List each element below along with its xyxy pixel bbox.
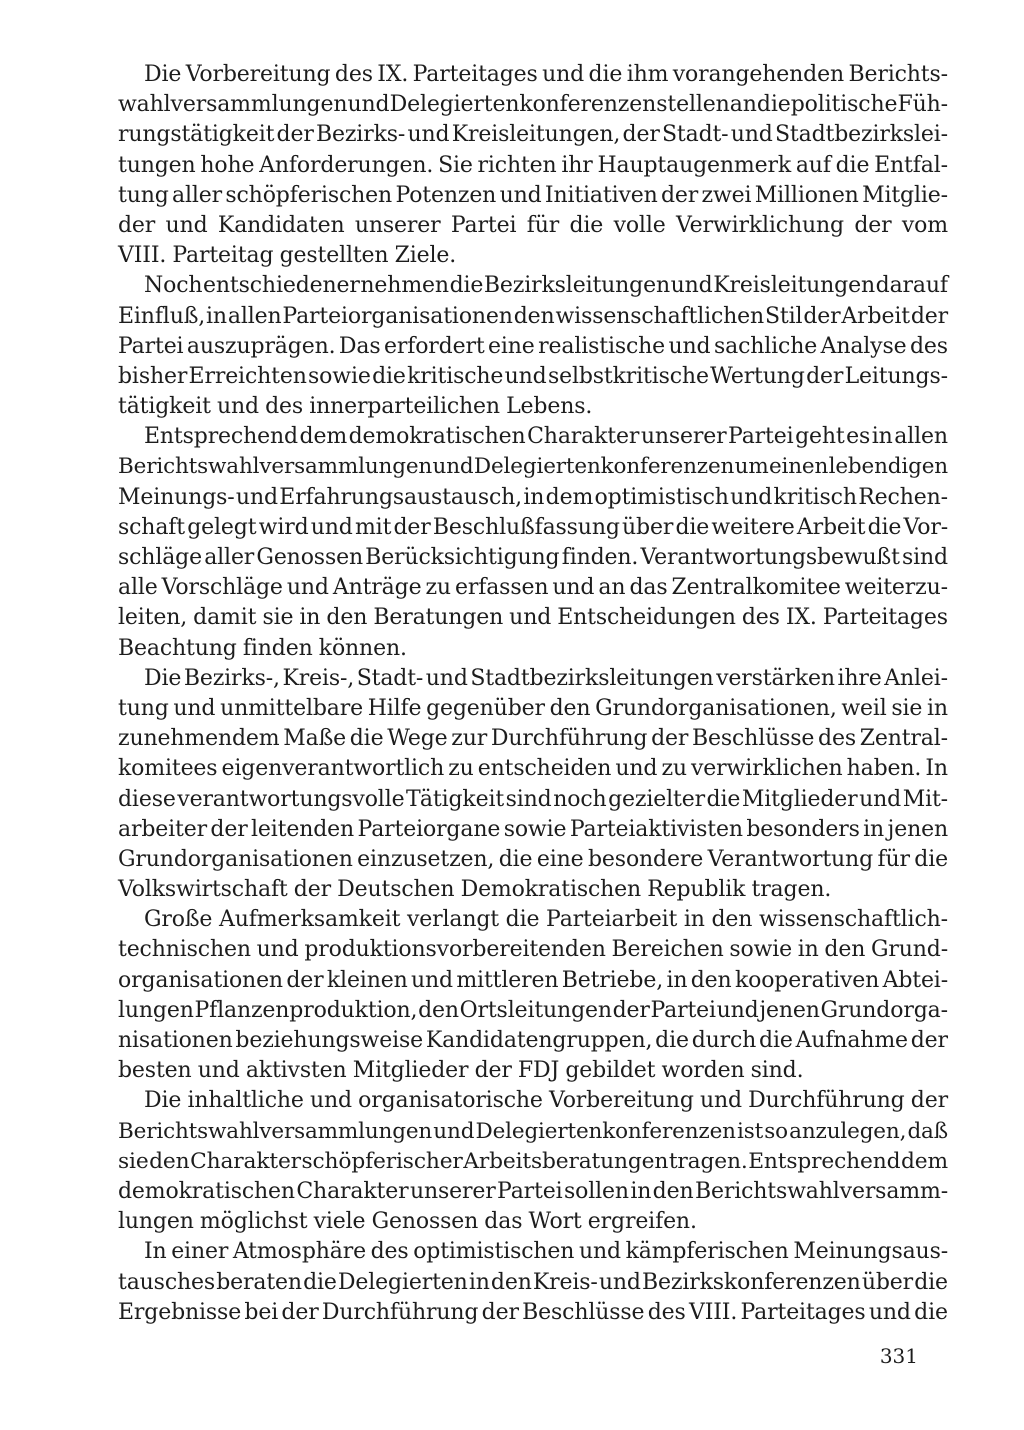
text-line: tung und unmittelbare Hilfe gegenüber den Grundorganisationen, weil sie in: [118, 695, 948, 721]
text-line: schläge aller Genossen Berücksichtigung finden. Verantwortungsbewußt sind: [118, 545, 948, 570]
text-line: Partei auszuprägen. Das erfordert eine realistische und sachliche Analyse des: [118, 333, 948, 359]
paragraph: [118, 1086, 948, 1237]
text-line: technischen und produktionsvorbereitenden Bereichen sowie in den Grund-: [118, 937, 948, 963]
text-line: diese verantwortungsvolle Tätigkeit sind noch gezielter die Mitglieder und Mit-: [118, 786, 948, 812]
text-line: alle Vorschläge und Anträge zu erfassen und an das Zentralkomitee weiterzu-: [118, 575, 948, 601]
text-line: Berichtswahlversammlungen und Delegiertenkonferenzen um einen lebendigen: [118, 454, 948, 480]
paragraph: [118, 422, 948, 664]
text-line: Die Bezirks-, Kreis-, Stadt- und Stadtbezirksleitungen verstärken ihre Anlei-: [144, 665, 948, 691]
text-line: VIII. Parteitag gestellten Ziele.: [118, 243, 457, 269]
text-line: Berichtswahlversammlungen und Delegiertenkonferenzen ist so anzulegen, daß: [118, 1118, 948, 1144]
text-line: Volkswirtschaft der Deutschen Demokratischen Republik tragen.: [118, 877, 832, 903]
text-line: tungen hohe Anforderungen. Sie richten ihr Hauptaugenmerk auf die Entfal-: [118, 152, 948, 178]
text-line: Große Aufmerksamkeit verlangt die Parteiarbeit in den wissenschaftlich-: [144, 907, 948, 933]
paragraph: [118, 271, 948, 422]
page-body: [118, 60, 948, 1328]
text-line: zunehmendem Maße die Wege zur Durchführung der Beschlüsse des Zentral-: [118, 726, 948, 752]
text-line: demokratischen Charakter unserer Partei sollen in den Berichtswahlversamm-: [118, 1178, 948, 1204]
text-line: lungen möglichst viele Genossen das Wort ergreifen.: [118, 1209, 697, 1235]
text-line: lungen Pflanzenproduktion, den Ortsleitungen der Partei und jenen Grundorga-: [118, 997, 948, 1023]
text-line: tung aller schöpferischen Potenzen und Initiativen der zwei Millionen Mitglie-: [118, 182, 948, 208]
text-line: Grundorganisationen einzusetzen, die eine besondere Verantwortung für die: [118, 846, 948, 872]
text-line: komitees eigenverantwortlich zu entscheiden und zu verwirklichen haben. In: [118, 756, 948, 782]
text-line: Entsprechend dem demokratischen Charakter unserer Partei geht es in allen: [144, 424, 948, 450]
text-line: rungstätigkeit der Bezirks- und Kreisleitungen, der Stadt- und Stadtbezirkslei-: [118, 122, 948, 148]
paragraph: [118, 664, 948, 906]
text-line: tätigkeit und des innerparteilichen Lebens.: [118, 394, 593, 420]
text-line: Noch entschiedener nehmen die Bezirksleitungen und Kreisleitungen darauf: [144, 273, 948, 299]
text-line: In einer Atmosphäre des optimistischen und kämpferischen Meinungsaus-: [144, 1239, 948, 1265]
text-line: wahlversammlungen und Delegiertenkonferenzen stellen an die politische Füh-: [118, 92, 948, 118]
text-line: tausches beraten die Delegierten in den Kreis- und Bezirkskonferenzen über die: [118, 1269, 948, 1295]
text-line: nisationen beziehungsweise Kandidatengruppen, die durch die Aufnahme der: [118, 1028, 948, 1053]
text-line: organisationen der kleinen und mittleren Betriebe, in den kooperativen Abtei-: [118, 967, 948, 993]
paragraph: [118, 60, 948, 271]
paragraph: [118, 1237, 948, 1328]
paragraph: [118, 905, 948, 1086]
text-line: Die inhaltliche und organisatorische Vorbereitung und Durchführung der: [144, 1088, 948, 1114]
text-line: Beachtung finden können.: [118, 635, 407, 661]
text-line: Meinungs- und Erfahrungsaustausch, in dem optimistisch und kritisch Rechen-: [118, 484, 948, 510]
text-line: besten und aktivsten Mitglieder der FDJ gebildet worden sind.: [118, 1058, 804, 1084]
text-line: arbeiter der leitenden Parteiorgane sowie Parteiaktivisten besonders in jenen: [118, 816, 948, 842]
page-number: 331: [879, 1344, 918, 1368]
text-line: sie den Charakter schöpferischer Arbeitsberatungen tragen. Entsprechend dem: [118, 1148, 948, 1174]
text-line: Die Vorbereitung des IX. Parteitages und die ihm vorangehenden Berichts-: [144, 62, 948, 87]
text-line: Ergebnisse bei der Durchführung der Beschlüsse des VIII. Parteitages und die: [118, 1299, 948, 1325]
text-line: der und Kandidaten unserer Partei für die volle Verwirklichung der vom: [118, 212, 948, 238]
text-line: Einfluß, in allen Parteiorganisationen den wissenschaftlichen Stil der Arbeit der: [118, 303, 948, 329]
text-line: bisher Erreichten sowie die kritische und selbstkritische Wertung der Leitungs-: [118, 363, 948, 389]
text-line: leiten, damit sie in den Beratungen und Entscheidungen des IX. Parteitages: [118, 605, 948, 631]
text-line: schaft gelegt wird und mit der Beschlußfassung über die weitere Arbeit die Vor-: [118, 514, 948, 540]
